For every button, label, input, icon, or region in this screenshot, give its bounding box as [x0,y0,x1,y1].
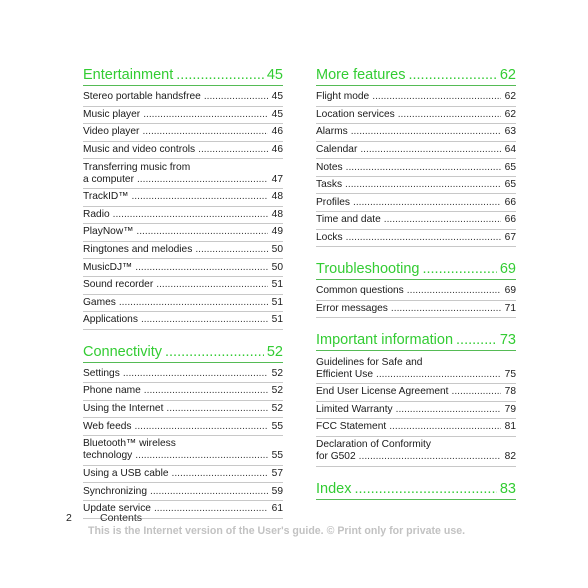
toc-section-connectivity [83,340,283,519]
entry-title: Games [83,296,116,308]
dot-leader [141,314,268,326]
dot-leader [154,503,268,515]
entry-title: Video player [83,126,140,138]
toc-right-column [316,63,516,510]
toc-entry[interactable] [83,107,283,125]
dot-leader [166,403,268,415]
entry-page-number: 48 [271,208,283,220]
dot-leader [165,342,264,362]
entry-title: Locks [316,231,343,243]
entry-title: TrackID™ [83,191,129,203]
toc-section-important-information [316,328,516,466]
entry-page-number: 46 [271,126,283,138]
dot-leader [351,126,501,138]
entry-title: Update service [83,503,151,515]
section-title: Troubleshooting [316,261,420,278]
entry-page-number: 71 [504,302,516,314]
dot-leader [143,109,268,121]
section-title: Entertainment [83,67,174,83]
section-heading[interactable] [316,328,516,351]
entry-page-number: 59 [271,485,283,497]
entry-title: PlayNow™ [83,226,134,238]
section-page-number: 45 [266,67,283,83]
entry-title-line: Guidelines for Safe and [316,356,423,368]
entry-title: Settings [83,367,120,379]
toc-entry[interactable] [83,312,283,330]
entry-page-number: 62 [504,108,516,120]
entry-page-number: 78 [504,386,516,398]
entry-title: FCC Statement [316,421,387,433]
toc-entry[interactable] [316,212,516,230]
toc-entry[interactable] [83,418,283,436]
section-heading[interactable] [316,257,516,280]
dot-leader [360,144,501,156]
entry-page-number: 50 [271,244,283,256]
dot-leader [204,91,268,103]
entry-title: Location services [316,108,395,120]
entry-page-number: 61 [271,503,283,515]
dot-leader [156,279,268,291]
entry-page-number: 75 [504,368,516,380]
footer-disclaimer: This is the Internet version of the User's guide. © Print only for private use. [88,525,466,537]
toc-entry[interactable] [316,177,516,195]
entry-page-number: 64 [504,143,516,155]
entry-page-number: 45 [271,108,283,120]
entry-title: for G502 [316,451,356,463]
entry-page-number: 46 [271,143,283,155]
toc-entry[interactable] [316,124,516,142]
entry-title: Tasks [316,179,343,191]
dot-leader [452,386,501,398]
entry-page-number: 51 [271,314,283,326]
entry-page-number: 52 [271,367,283,379]
page-number: 2 [66,512,72,524]
entry-title-line: Transferring music from [83,161,191,173]
toc-entry[interactable] [83,89,283,107]
entry-page-number: 81 [504,421,516,433]
entry-title: Synchronizing [83,485,147,497]
dot-leader [346,232,501,244]
dot-leader [345,179,501,191]
toc-entry[interactable] [83,224,283,242]
entry-page-number: 62 [504,91,516,103]
toc-entry[interactable] [316,437,516,467]
dot-leader [389,421,501,433]
dot-leader [354,479,496,499]
entry-title: MusicDJ™ [83,261,133,273]
entry-page-number: 45 [271,91,283,103]
toc-entry[interactable] [316,107,516,125]
entry-page-number: 65 [504,179,516,191]
section-title: Important information [316,332,454,349]
dot-leader [135,421,268,433]
dot-leader [398,109,501,121]
dot-leader [113,209,268,221]
entry-page-number: 52 [271,385,283,397]
entry-title: Calendar [316,143,358,155]
entry-title: Efficient Use [316,368,374,380]
footer-title: Contents [100,512,143,524]
dot-leader [422,259,496,279]
toc-section-more-features [316,63,516,247]
section-page-number: 73 [499,332,516,349]
toc-entry[interactable] [83,124,283,142]
entry-title: Time and date [316,214,381,226]
toc-entry[interactable] [83,277,283,295]
dot-leader [142,126,268,138]
entry-title: Using the Internet [83,403,164,415]
toc-entry[interactable] [83,189,283,207]
dot-leader [172,468,268,480]
toc-section-entertainment [83,63,283,330]
dot-leader [384,214,501,226]
section-title: Connectivity [83,343,162,360]
entry-page-number: 79 [504,403,516,415]
entry-page-number: 66 [504,214,516,226]
section-page-number: 52 [266,343,283,360]
section-page-number: 83 [499,480,516,497]
toc-entry[interactable] [316,402,516,420]
entry-title: Music player [83,108,141,120]
dot-leader [407,285,501,297]
entry-page-number: 55 [271,450,283,462]
dot-leader [372,91,501,103]
toc-section-index [316,477,516,500]
entry-title: Applications [83,314,138,326]
section-page-number: 62 [499,67,516,83]
entry-title: Radio [83,208,110,220]
toc-entry[interactable] [316,159,516,177]
toc-entry[interactable] [316,301,516,319]
entry-title: Ringtones and melodies [83,244,193,256]
section-heading[interactable] [83,340,283,363]
toc-entry[interactable] [316,384,516,402]
section-page-number: 69 [499,261,516,278]
dot-leader [195,244,268,256]
dot-leader [456,330,497,350]
entry-page-number: 48 [271,191,283,203]
toc-entry[interactable] [83,142,283,160]
dot-leader [408,65,496,85]
entry-title: Phone name [83,385,141,397]
entry-title: Flight mode [316,91,370,103]
toc-entry[interactable] [83,401,283,419]
entry-page-number: 63 [504,126,516,138]
toc-entry[interactable] [316,89,516,107]
toc-left-column [83,63,283,529]
entry-title: Error messages [316,302,388,314]
section-heading[interactable] [316,63,516,86]
entry-title-line: Declaration of Conformity [316,439,431,451]
entry-title: Web feeds [83,420,132,432]
entry-page-number: 67 [504,231,516,243]
section-title: More features [316,67,406,83]
toc-entry[interactable] [83,159,283,189]
toc-entry[interactable] [83,207,283,225]
toc-entry[interactable] [83,366,283,384]
entry-title: Sound recorder [83,279,154,291]
entry-page-number: 69 [504,285,516,297]
entry-page-number: 66 [504,196,516,208]
entry-page-number: 57 [271,468,283,479]
dot-leader [135,450,268,462]
dot-leader [135,262,268,274]
entry-title: technology [83,450,133,462]
dot-leader [391,303,501,315]
entry-page-number: 50 [271,261,283,273]
toc-entry[interactable] [83,242,283,260]
entry-title: Profiles [316,196,350,208]
entry-page-number: 55 [271,420,283,432]
entry-page-number: 82 [504,451,516,463]
dot-leader [119,297,268,309]
dot-leader [137,174,268,186]
toc-entry[interactable] [83,466,283,484]
entry-title: Common questions [316,285,404,297]
entry-title: End User License Agreement [316,386,449,398]
entry-page-number: 51 [271,296,283,308]
dot-leader [198,144,268,156]
section-title: Index [316,480,352,497]
toc-section-troubleshooting [316,257,516,318]
entry-title: Alarms [316,126,348,138]
toc-entry[interactable] [316,142,516,160]
dot-leader [346,162,501,174]
section-heading[interactable] [316,477,516,500]
entry-title: a computer [83,173,134,185]
toc-entry[interactable] [83,295,283,313]
entry-title: Music and video controls [83,143,196,155]
dot-leader [123,368,268,380]
entry-page-number: 65 [504,161,516,173]
dot-leader [144,385,268,397]
entry-page-number: 51 [271,279,283,291]
toc-entry[interactable] [316,194,516,212]
entry-title: Limited Warranty [316,403,393,415]
entry-title: Notes [316,161,343,173]
dot-leader [176,65,264,85]
toc-entry[interactable] [316,354,516,384]
toc-entry[interactable] [83,483,283,501]
toc-entry[interactable] [83,383,283,401]
entry-page-number: 47 [271,173,283,185]
toc-entry[interactable] [83,259,283,277]
toc-entry[interactable] [316,230,516,248]
toc-entry[interactable] [83,436,283,466]
entry-page-number: 49 [271,226,283,238]
dot-leader [359,451,501,463]
dot-leader [150,486,268,498]
dot-leader [353,197,501,209]
dot-leader [136,226,268,238]
dot-leader [396,404,501,416]
toc-entry[interactable] [316,419,516,437]
section-heading[interactable] [83,63,283,86]
entry-page-number: 52 [271,403,283,415]
entry-title: Stereo portable handsfree [83,91,201,103]
entry-title-line: Bluetooth™ wireless [83,438,176,450]
entry-title: Using a USB cable [83,468,169,479]
toc-entry[interactable] [316,283,516,301]
dot-leader [131,191,268,203]
dot-leader [376,369,501,381]
